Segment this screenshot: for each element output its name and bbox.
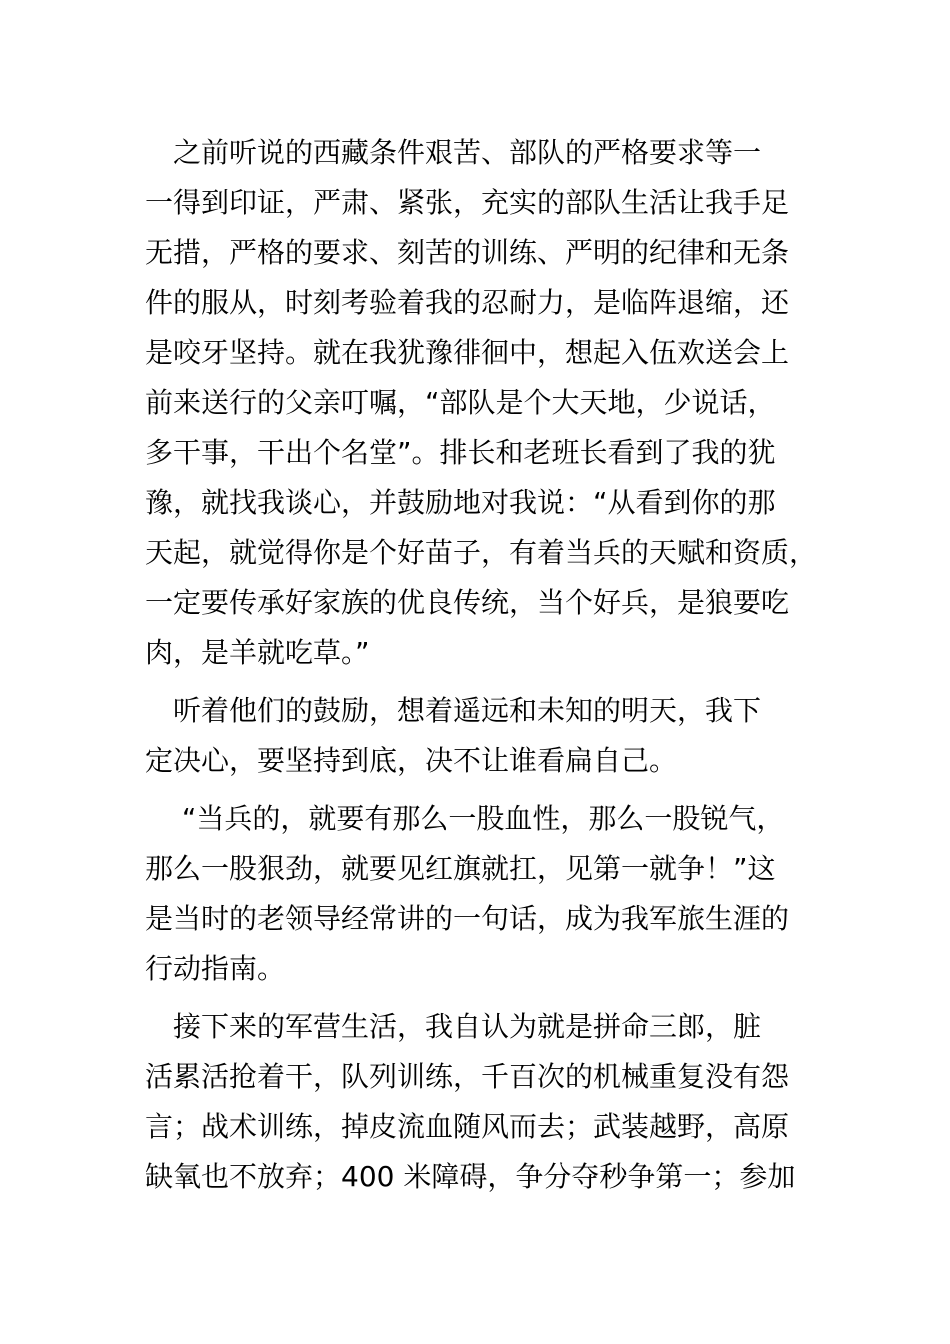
text-line: 件的服从，时刻考验着我的忍耐力，是临阵退缩，还 (145, 286, 790, 319)
text-line: 是当时的老领导经常讲的一句话，成为我军旅生涯的 (145, 902, 790, 935)
text-line: 接下来的军营生活，我自认为就是拼命三郎，脏 (145, 1010, 762, 1043)
text-line: 言；战术训练，掉皮流血随风而去；武装越野，高原 (145, 1110, 790, 1143)
text-line: 前来送行的父亲叮嘱，“部队是个大天地，少说话， (145, 386, 776, 419)
text-line: 缺氧也不放弃；400 米障碍，争分夺秒争第一；参加 (145, 1160, 796, 1193)
text-line: 一定要传承好家族的优良传统，当个好兵，是狼要吃 (145, 586, 790, 619)
text-line: 豫，就找我谈心，并鼓励地对我说：“从看到你的那 (145, 486, 776, 519)
text-line: 行动指南。 (145, 952, 286, 985)
text-line: 听着他们的鼓励，想着遥远和未知的明天，我下 (145, 694, 762, 727)
text-line: 那么一股狠劲，就要见红旗就扛，见第一就争！”这 (145, 852, 776, 885)
text-line: 天起，就觉得你是个好苗子，有着当兵的天赋和资质， (145, 536, 818, 569)
text-line: 是咬牙坚持。就在我犹豫徘徊中，想起入伍欢送会上 (145, 336, 790, 369)
text-line: 肉，是羊就吃草。” (145, 636, 370, 669)
text-line: 活累活抢着干，队列训练，千百次的机械重复没有怨 (145, 1060, 790, 1093)
text-line: 之前听说的西藏条件艰苦、部队的严格要求等一 (145, 136, 762, 169)
text-line: “当兵的，就要有那么一股血性，那么一股锐气， (145, 802, 785, 835)
text-line: 一得到印证，严肃、紧张，充实的部队生活让我手足 (145, 186, 790, 219)
text-line: 多干事，干出个名堂”。排长和老班长看到了我的犹 (145, 436, 776, 469)
text-line: 定决心，要坚持到底，决不让谁看扁自己。 (145, 744, 678, 777)
text-line: 无措，严格的要求、刻苦的训练、严明的纪律和无条 (145, 236, 790, 269)
body-text (145, 128, 818, 1202)
